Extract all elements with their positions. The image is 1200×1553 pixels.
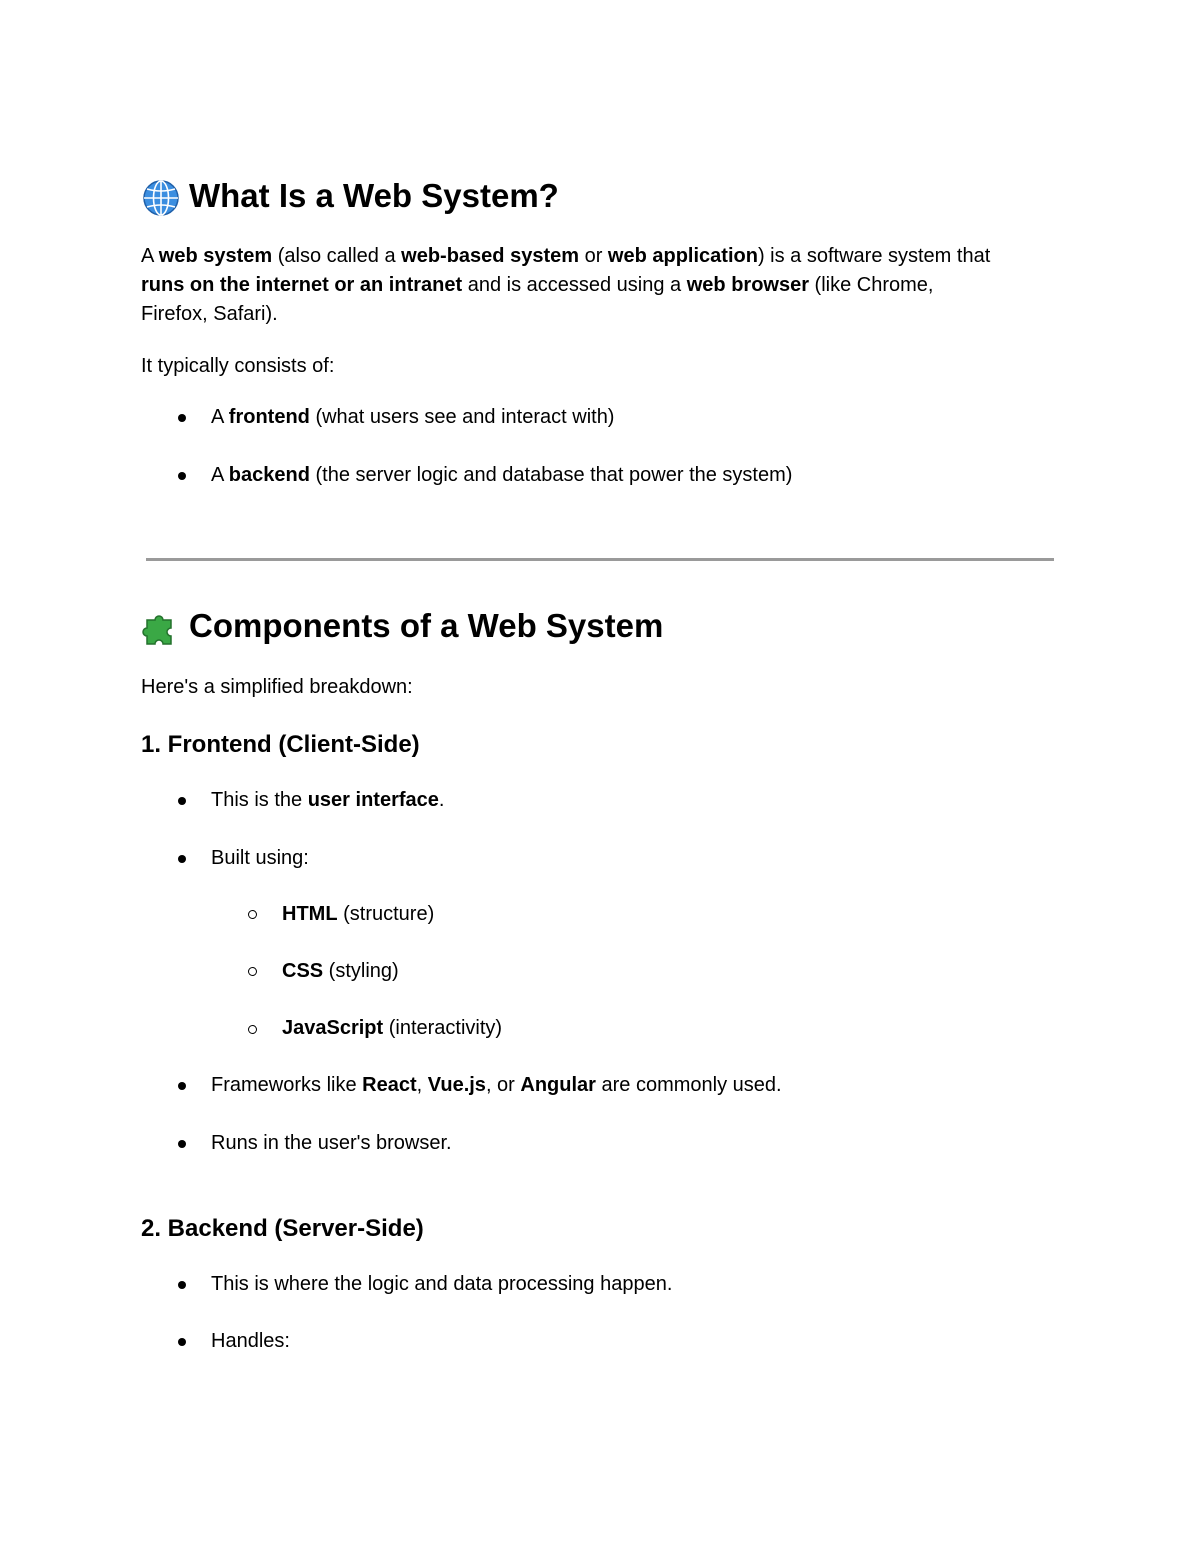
section-heading-components — [141, 606, 663, 648]
list-item-frontend: A frontend (what users see and interact with) — [211, 406, 615, 428]
breakdown-text: Here's a simplified breakdown: — [141, 676, 413, 698]
bullet-dot — [178, 797, 186, 805]
sub-bullet-circle — [248, 1025, 257, 1034]
sub-bullet-circle — [248, 910, 257, 919]
bullet-dot — [178, 1140, 186, 1148]
section-title: Components of a Web System — [189, 607, 664, 644]
sub-item-html: HTML (structure) — [282, 903, 435, 925]
sub-bullet-circle — [248, 967, 257, 976]
bullet-dot — [178, 1338, 186, 1346]
subheading-frontend: 1. Frontend (Client-Side) — [141, 731, 420, 758]
list-item-built-using: Built using: — [211, 847, 309, 869]
intro-paragraph-line-1: A web system (also called a web-based system or web application) is a software system that — [141, 245, 991, 267]
bullet-dot — [178, 855, 186, 863]
bullet-dot — [178, 1281, 186, 1289]
sub-item-css: CSS (styling) — [282, 960, 399, 982]
list-item-user-interface: This is the user interface. — [211, 789, 445, 811]
list-item-handles: Handles: — [211, 1330, 290, 1352]
horizontal-divider — [146, 558, 1054, 561]
section-heading-what-is — [141, 176, 559, 218]
bullet-dot — [178, 414, 186, 422]
subheading-backend: 2. Backend (Server-Side) — [141, 1215, 424, 1242]
list-item-frameworks: Frameworks like React, Vue.js, or Angular are commonly used. — [211, 1074, 782, 1096]
puzzle-piece-icon — [141, 608, 181, 648]
consists-text: It typically consists of: — [141, 355, 335, 377]
sub-item-javascript: JavaScript (interactivity) — [282, 1017, 503, 1039]
list-item-logic: This is where the logic and data processing happen. — [211, 1273, 673, 1295]
intro-paragraph-line-2: runs on the internet or an intranet and is accessed using a web browser (like Chrome, — [141, 274, 934, 296]
bullet-dot — [178, 472, 186, 480]
section-title: What Is a Web System? — [189, 177, 559, 214]
list-item-runs-in-browser: Runs in the user's browser. — [211, 1132, 452, 1154]
bullet-dot — [178, 1082, 186, 1090]
intro-paragraph-line-3: Firefox, Safari). — [141, 303, 278, 325]
globe-icon — [141, 178, 181, 218]
list-item-backend: A backend (the server logic and database that power the system) — [211, 464, 793, 486]
